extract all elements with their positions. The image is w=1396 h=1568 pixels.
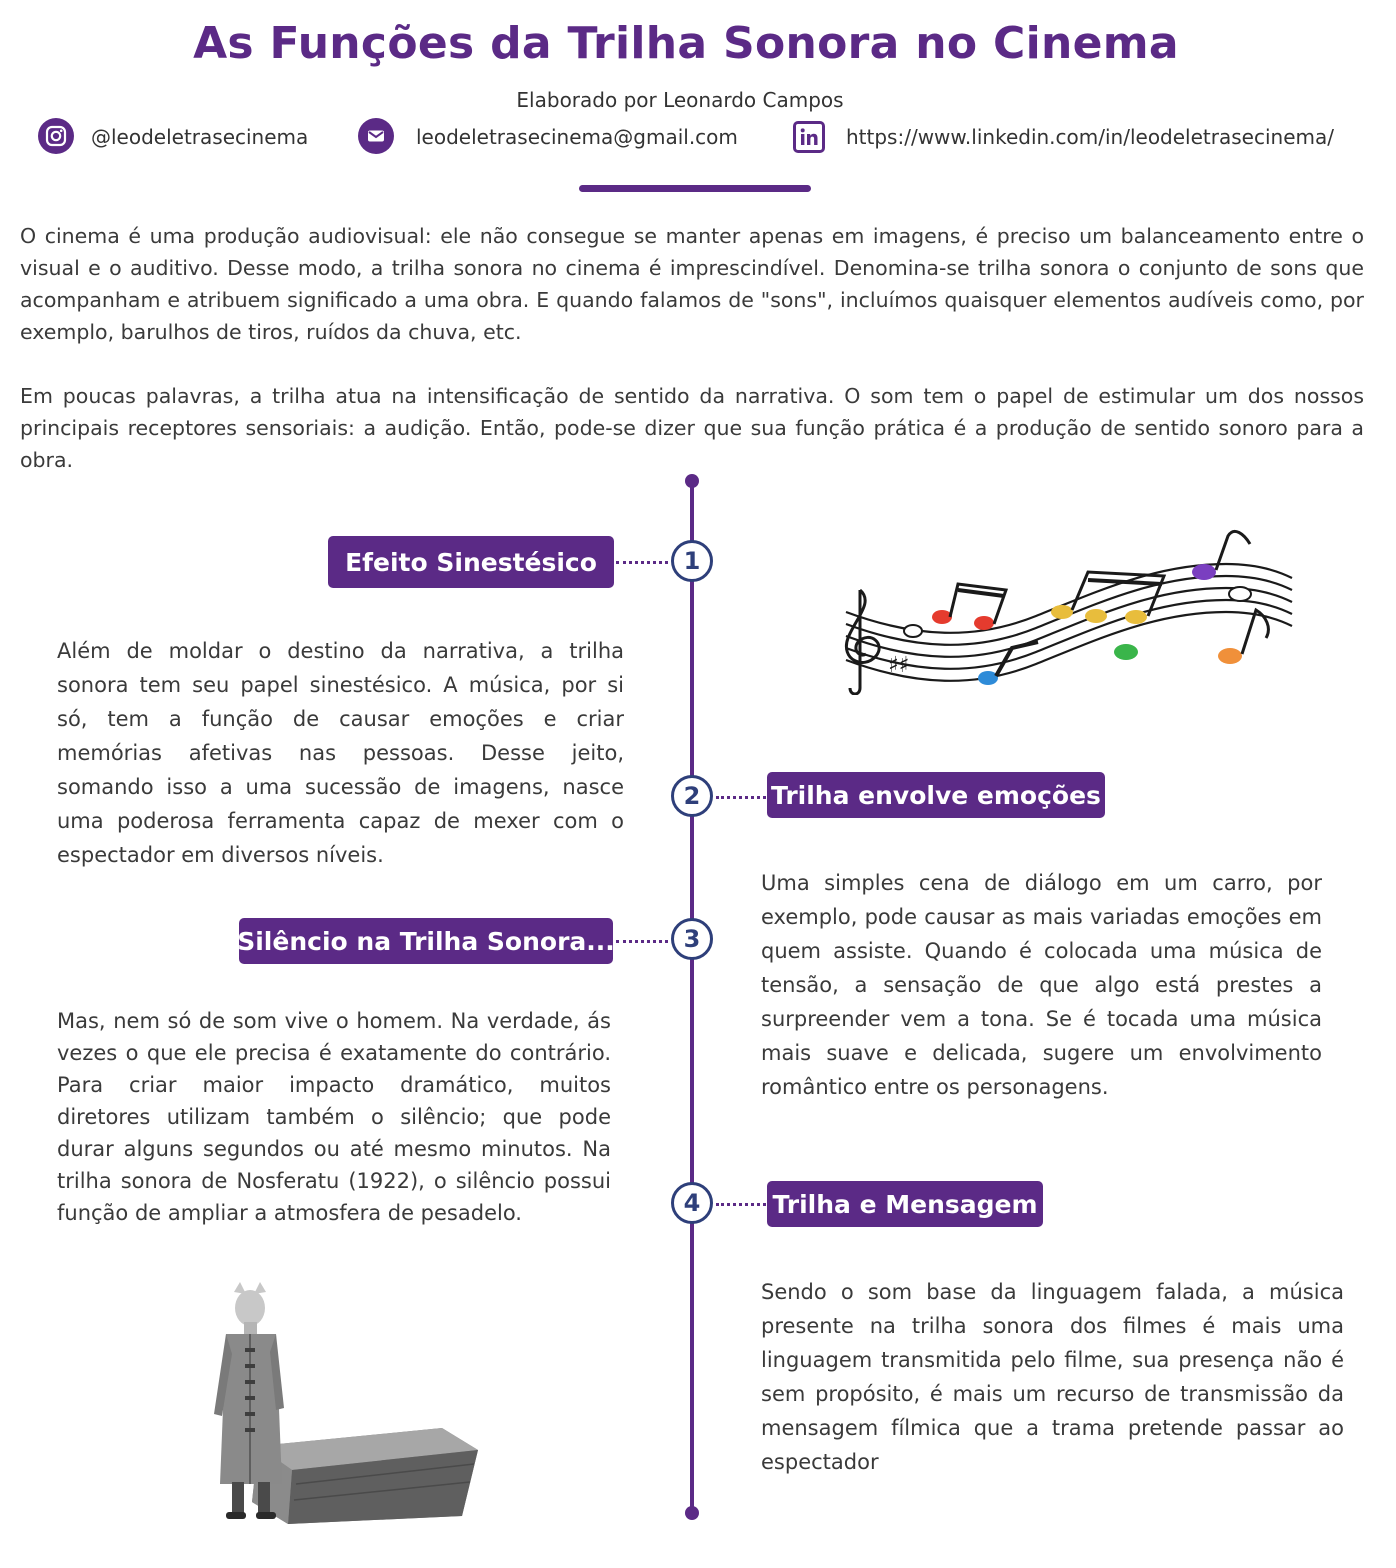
- section-2-number: 2: [671, 775, 713, 817]
- section-2-title: Trilha envolve emoções: [767, 772, 1105, 818]
- section-4-text: Sendo o som base da linguagem falada, a música presente na trilha sonora dos filmes é mais uma linguagem transmitida pelo filme, sua presença não é sem propósito, é mais um recurso de transmissão da mensagem fílmica que a trama pretende passar ao espectador: [761, 1280, 1344, 1474]
- linkedin-icon: [793, 121, 825, 153]
- section-1-text: Além de moldar o destino da narrativa, a trilha sonora tem seu papel sinestésico. A música, por si só, tem a função de causar emoções e criar memórias afetivas nas pessoas. Desse jeito, somando isso a uma sucessão de imagens, nasce uma poderosa ferramenta capaz de mexer com o espectador em diversos níveis.: [57, 639, 624, 867]
- section-3-connector: [616, 940, 668, 943]
- email-icon: [358, 118, 394, 154]
- nosferatu-illustration: [192, 1278, 492, 1528]
- section-4-connector: [716, 1203, 766, 1206]
- timeline-end-dot: [685, 1506, 699, 1520]
- timeline-start-dot: [685, 474, 699, 488]
- header-divider: [579, 185, 811, 192]
- contact-bar: [0, 118, 1396, 162]
- intro-paragraph-2: Em poucas palavras, a trilha atua na intensificação de sentido da narrativa. O som tem o papel de estimular um dos nossos principais receptores sensoriais: a audição. Então, pode-se dizer que sua função prática é a produção de sentido sonoro para a obra.: [20, 384, 1364, 472]
- author-credit: Elaborado por Leonardo Campos: [516, 88, 844, 112]
- email-link[interactable]: leodeletrasecinema@gmail.com: [416, 125, 738, 149]
- instagram-icon: [38, 118, 74, 154]
- page-title: As Funções da Trilha Sonora no Cinema: [193, 18, 1179, 69]
- music-staff-illustration: [826, 520, 1296, 695]
- svg-text:♯♯: ♯♯: [888, 653, 910, 678]
- section-2-text: Uma simples cena de diálogo em um carro, por exemplo, pode causar as mais variadas emoções em quem assiste. Quando é colocada uma música de tensão, a sensação de que algo está prestes a surpreender vem a tona. Se é tocada uma música mais suave e delicada, sugere um envolvimento romântico entre os personagens.: [761, 871, 1322, 1099]
- section-3-text: Mas, nem só de som vive o homem. Na verdade, ás vezes o que ele precisa é exatamente do contrário. Para criar maior impacto dramático, muitos diretores utilizam também o silêncio; que pode durar alguns segundos ou até mesmo minutos. Na trilha sonora de Nosferatu (1922), o silêncio possui função de ampliar a atmosfera de pesadelo.: [57, 1009, 611, 1225]
- section-4-number: 4: [671, 1182, 713, 1224]
- section-4-title: Trilha e Mensagem: [767, 1181, 1043, 1227]
- instagram-link[interactable]: @leodeletrasecinema: [91, 125, 309, 149]
- section-1-connector: [616, 561, 668, 564]
- section-1-title: Efeito Sinestésico: [328, 536, 614, 588]
- section-2-connector: [716, 796, 766, 799]
- linkedin-link[interactable]: https://www.linkedin.com/in/leodeletrasecinema/: [846, 125, 1334, 149]
- section-3-title: Silêncio na Trilha Sonora...: [239, 918, 613, 964]
- timeline-line: [690, 481, 694, 1514]
- intro-paragraph-1: O cinema é uma produção audiovisual: ele não consegue se manter apenas em imagens, é preciso um balanceamento entre o visual e o auditivo. Desse modo, a trilha sonora no cinema é imprescindível. Denomina-se trilha sonora o conjunto de sons que acompanham e atribuem significado a uma obra. E quando falamos de "sons", incluímos quaisquer elementos audíveis como, por exemplo, barulhos de tiros, ruídos da chuva, etc.: [20, 224, 1364, 344]
- section-3-number: 3: [671, 918, 713, 960]
- section-1-number: 1: [671, 540, 713, 582]
